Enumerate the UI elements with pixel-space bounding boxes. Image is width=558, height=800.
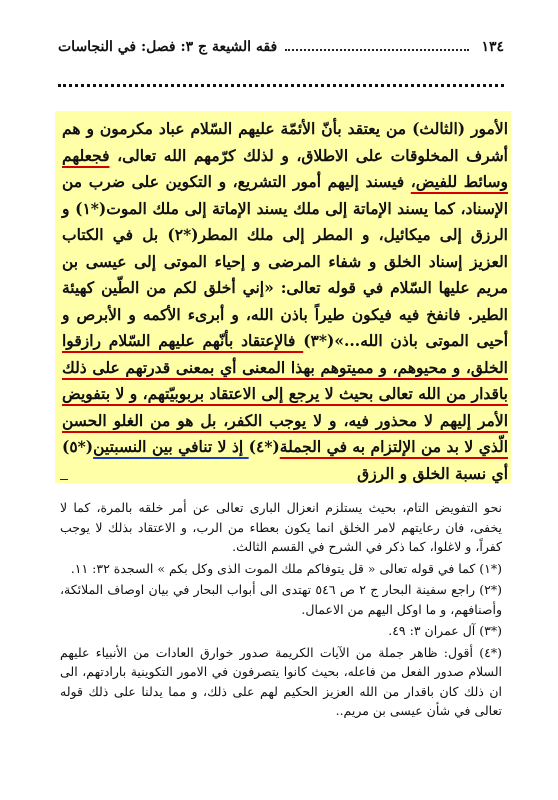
- footnotes: [60, 498, 502, 723]
- footnote-ref-2: (*٢): [167, 225, 199, 244]
- text-segment: بل في الكتاب العزيز إسناد الخلق و شفاء المرضى و إحياء الموتى إلى عيسى بن مريم عليها السّلام في قوله تعالى: «إني أخلق لكم من الطّين كهيئة الطير. فانفخ فيه فيكون طيراً باذن الله، و أبرىء الأكمه و الأبرص و أحيى الموتى باذن الله...»: [62, 225, 508, 350]
- main-paragraph: [62, 116, 508, 487]
- text-segment: و الرزق إلى ميكائيل، و المطر إلى ملك المطر: [62, 198, 508, 244]
- footnote-ref-1: (*١): [75, 198, 107, 218]
- footnote-ref-4: (*٤): [248, 437, 280, 456]
- running-header: [58, 36, 504, 58]
- underlined-passage: فالإعتقاد بأنّهم عليهم السّلام رازقوا الخلق، و محيوهم، و مميتوهم بهذا المعنى أي بمعنى قدرتهم على ذلك باقدار من الله تعالى بحيث لا يرجع إلى الاعتقاد بربوبيّتهم، و لا بتفويض الأمر إليهم لا محذور فيه، و لا يوجب الكفر، بل هو من الغلو الحسن الّذي لا بد من الإلتزام به في الجملة: [62, 331, 509, 456]
- footnote-4: (*٤) أقول: ظاهر جملة من الآيات الكريمة صدور خوارق العادات من الأنبياء عليهم السلام صدور الفعل من فاعله، بحيث كانوا يتصرفون في الامور التكوينية بارادتهم، الى ان ذلك كان باقدار من الله العزيز الحكيم لهم على ذلك، و مما يدلنا على ذلك قوله تعالى في شأن عيسى بن مريم..: [60, 644, 502, 718]
- footnote-2: (*٢) راجع سفينة البحار ج ٢ ص ٥٤٦ تهتدى الى أبواب البحار في بيان اوصاف الملائكة، وأصنافهم، و ما اوكل اليهم من الاعمال.: [60, 582, 502, 617]
- footnote-1: (*١) كما في قوله تعالى « قل يتوفاكم ملك الموت الذى وكل بكم » السجدة ٣٢: ١١.: [70, 560, 502, 576]
- header-separator: [58, 84, 504, 87]
- text-segment: الأمور (الثالث) من يعتقد بأنّ الأئمّة عليهم السّلام عباد مكرمون و هم أشرف المخلوقات على الاطلاق، و لذلك كرّمهم الله تعالى،: [62, 119, 508, 165]
- footnote-3: (*٣) آل عمران ٣: ٤٩.: [388, 623, 502, 638]
- page-number: ١٣٤: [481, 39, 504, 55]
- footnote-ref-3: (*٣): [303, 331, 335, 350]
- text-segment: أي نسبة الخلق و الرزق: [357, 463, 508, 483]
- header-dot-leader: [285, 49, 469, 51]
- footnote-ref-5: (*٥): [62, 437, 94, 456]
- running-title: فقه الشيعة ج ٣: فصل: في النجاسات: [58, 39, 278, 55]
- underlined-clause: إذ لا تنافي بين النسبتين: [93, 437, 249, 456]
- text-segment: فيسند إليهم أمور التشريع، و التكوين على ضرب من الإسناد، كما يسند الإماتة إلى ملك يسند الإماتة إلى ملك الموت: [62, 172, 508, 218]
- footnote-continuation: نحو التفويض التام، بحيث يستلزم انعزال البارى تعالى عن أمر خلقه بالمرة، كما لا يخفى، فان رعايتهم لامر الخلق انما يكون بعطاء من الرب، و الاعتقاد بذلك لا يوجب كفراً، و لاغلوا، كما ذكر في الشرح في القسم الثالث.: [60, 500, 502, 554]
- main-text: [62, 116, 508, 487]
- underlined-phrase: فجعلهم وسائط للفيض،: [62, 145, 509, 191]
